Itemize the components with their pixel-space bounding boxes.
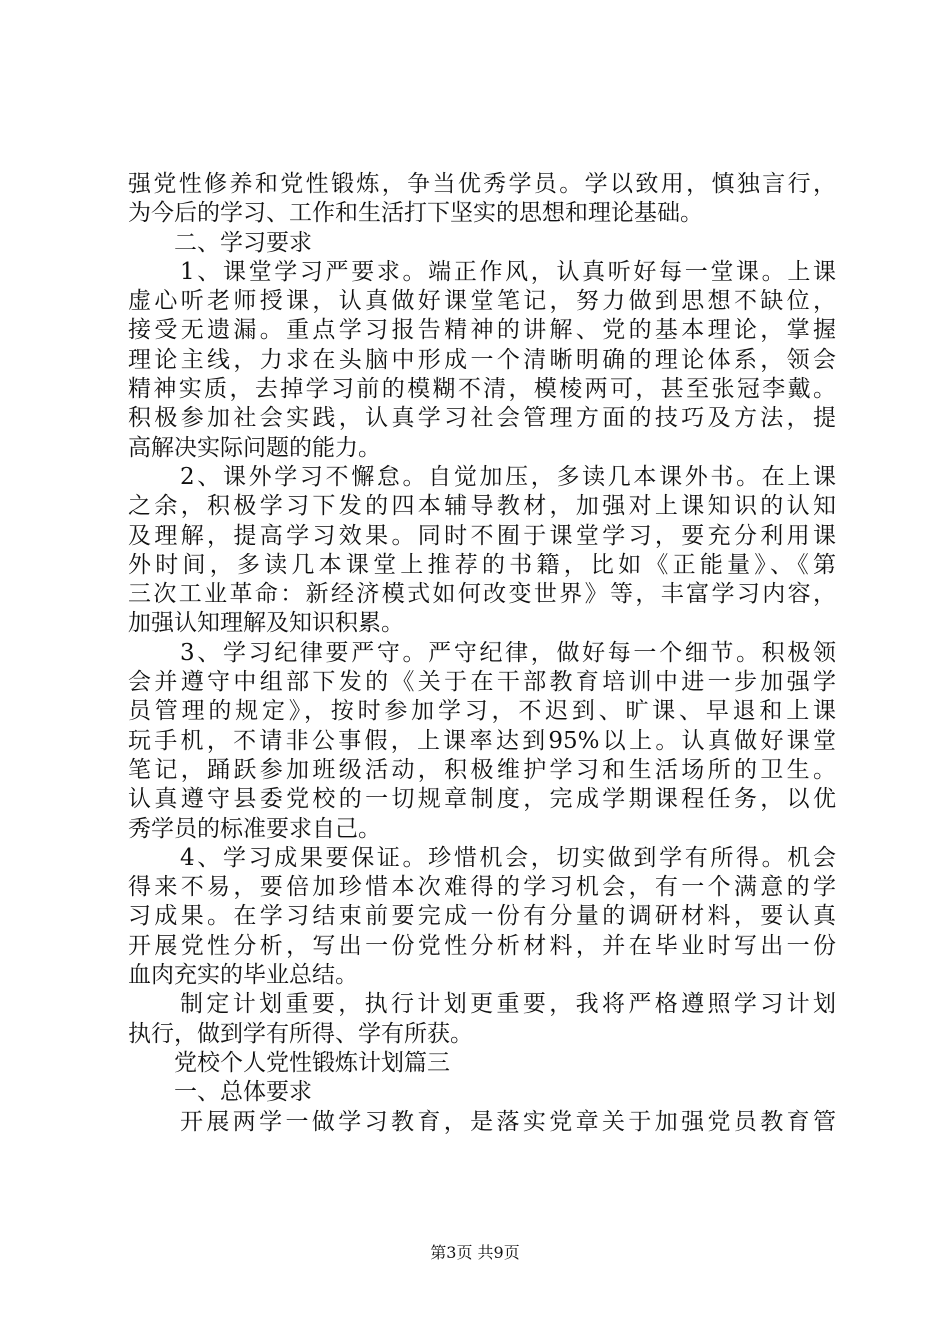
- text-line: 开展党性分析，写出一份党性分析材料，并在毕业时写出一份: [128, 932, 836, 959]
- text-line: 二、学习要求: [174, 229, 312, 256]
- text-line: 员管理的规定》，按时参加学习，不迟到、旷课、早退和上课: [128, 698, 836, 725]
- text-line: 得来不易，要倍加珍惜本次难得的学习机会，有一个满意的学: [128, 874, 836, 901]
- text-line: 2、课外学习不懈怠。自觉加压，多读几本课外书。在上课: [180, 463, 836, 490]
- text-line: 玩手机，不请非公事假，上课率达到95%以上。认真做好课堂: [128, 727, 836, 754]
- text-line: 笔记，踊跃参加班级活动，积极维护学习和生活场所的卫生。: [128, 756, 836, 783]
- text-line: 理论主线，力求在头脑中形成一个清晰明确的理论体系，领会: [128, 346, 836, 373]
- text-line: 三次工业革命：新经济模式如何改变世界》等，丰富学习内容，: [128, 581, 836, 608]
- document-body: [128, 170, 836, 1137]
- text-line: 接受无遗漏。重点学习报告精神的讲解、党的基本理论，掌握: [128, 317, 836, 344]
- text-line: 3、学习纪律要严守。严守纪律，做好每一个细节。积极领: [180, 639, 836, 666]
- text-line: 开展两学一做学习教育，是落实党章关于加强党员教育管: [180, 1108, 836, 1135]
- text-line: 加强认知理解及知识积累。: [128, 610, 404, 637]
- text-line: 血肉充实的毕业总结。: [128, 962, 358, 989]
- text-line: 4、学习成果要保证。珍惜机会，切实做到学有所得。机会: [180, 844, 836, 871]
- text-line: 强党性修养和党性锻炼，争当优秀学员。学以致用，慎独言行，: [128, 171, 836, 197]
- text-line: 制定计划重要，执行计划更重要，我将严格遵照学习计划: [180, 991, 836, 1018]
- text-line: 认真遵守县委党校的一切规章制度，完成学期课程任务，以优: [128, 786, 836, 813]
- text-line: 虚心听老师授课，认真做好课堂笔记，努力做到思想不缺位，: [128, 288, 836, 315]
- text-line: 党校个人党性锻炼计划篇三: [174, 1049, 450, 1076]
- text-line: 为今后的学习、工作和生活打下坚实的思想和理论基础。: [128, 200, 703, 227]
- page-footer: 第3页 共9页: [430, 1243, 520, 1262]
- text-line: 会并遵守中组部下发的《关于在干部教育培训中进一步加强学: [128, 669, 836, 696]
- text-line: 秀学员的标准要求自己。: [128, 815, 381, 842]
- text-line: 积极参加社会实践，认真学习社会管理方面的技巧及方法，提: [128, 405, 836, 432]
- text-line: 之余，积极学习下发的四本辅导教材，加强对上课知识的认知: [128, 493, 836, 520]
- text-line: 及理解，提高学习效果。同时不囿于课堂学习，要充分利用课: [128, 522, 836, 549]
- text-line: 执行，做到学有所得、学有所获。: [128, 1020, 473, 1047]
- text-line: 外时间，多读几本课堂上推荐的书籍，比如《正能量》、《第: [128, 551, 836, 578]
- text-line: 一、总体要求: [174, 1079, 312, 1106]
- text-line: 习成果。在学习结束前要完成一份有分量的调研材料，要认真: [128, 903, 836, 930]
- text-line: 高解决实际问题的能力。: [128, 434, 381, 461]
- text-line: 1、课堂学习严要求。端正作风，认真听好每一堂课。上课: [180, 258, 836, 285]
- text-line: 精神实质，去掉学习前的模糊不清，模棱两可，甚至张冠李戴。: [128, 376, 836, 403]
